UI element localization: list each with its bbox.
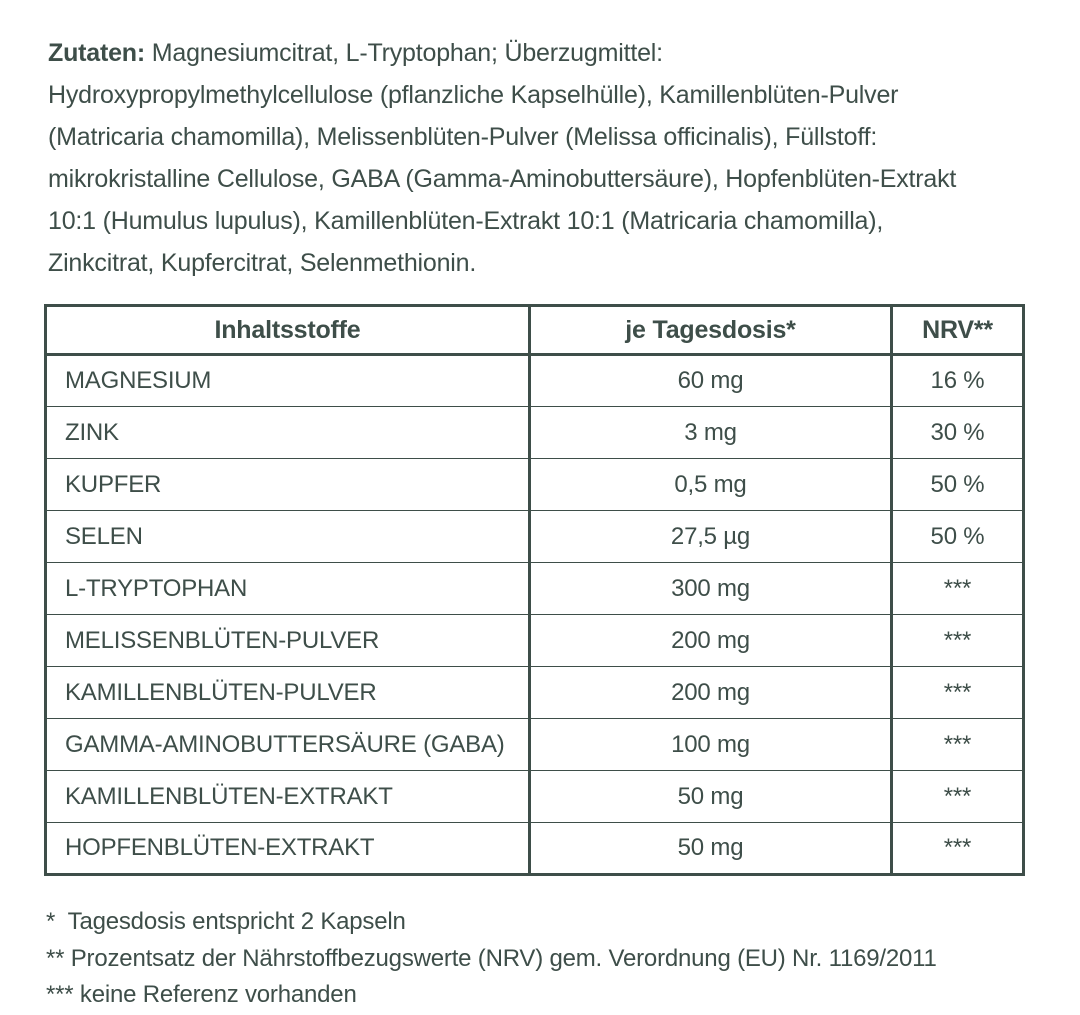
table-cell-nrv: 50 %: [892, 511, 1024, 563]
table-cell-name: SELEN: [46, 511, 530, 563]
table-cell-dose: 50 mg: [530, 823, 892, 875]
table-cell-name: KAMILLENBLÜTEN-EXTRAKT: [46, 771, 530, 823]
ingredients-paragraph: [48, 32, 988, 284]
table-cell-nrv: 50 %: [892, 459, 1024, 511]
table-row: [46, 563, 1024, 615]
table-cell-name: KUPFER: [46, 459, 530, 511]
table-cell-nrv: ***: [892, 667, 1024, 719]
table-cell-nrv: ***: [892, 771, 1024, 823]
table-cell-name: L-TRYPTOPHAN: [46, 563, 530, 615]
table-row: [46, 667, 1024, 719]
table-body: [46, 355, 1024, 875]
table-cell-dose: 3 mg: [530, 407, 892, 459]
ingredients-text: Magnesiumcitrat, L-Tryptophan; Überzugmittel: Hydroxypropylmethylcellulose (pflanzliche Kapselhülle), Kamillenblüten-Pulver (Matricaria chamomilla), Melissenblüten-Pulver (Melissa officinalis), Füllstoff: mikrokristalline Cellulose, GABA (Gamma-Aminobuttersäure), Hopfenblüten-Extrakt 10:1 (Humulus lupulus), Kamillenblüten-Extrakt 10:1 (Matricaria chamomilla), Zinkcitrat, Kupfercitrat, Selenmethionin.: [48, 39, 957, 277]
table-row: [46, 459, 1024, 511]
table-cell-dose: 300 mg: [530, 563, 892, 615]
table-row: [46, 355, 1024, 407]
table-cell-nrv: 30 %: [892, 407, 1024, 459]
table-cell-dose: 50 mg: [530, 771, 892, 823]
table-row: [46, 615, 1024, 667]
footnote: ** Prozentsatz der Nährstoffbezugswerte (NRV) gem. Verordnung (EU) Nr. 1169/2011: [46, 944, 937, 972]
table-cell-name: GAMMA-AMINOBUTTERSÄURE (GABA): [46, 719, 530, 771]
table-cell-dose: 27,5 µg: [530, 511, 892, 563]
table-cell-nrv: ***: [892, 563, 1024, 615]
table-cell-nrv: 16 %: [892, 355, 1024, 407]
footnote: * Tagesdosis entspricht 2 Kapseln: [46, 908, 406, 935]
table-cell-dose: 100 mg: [530, 719, 892, 771]
footnote: *** keine Referenz vorhanden: [46, 981, 357, 1008]
table-cell-dose: 200 mg: [530, 667, 892, 719]
header-inhaltsstoffe: Inhaltsstoffe: [46, 306, 530, 355]
table-row: [46, 823, 1024, 875]
header-tagesdosis: je Tagesdosis*: [530, 306, 892, 355]
table-cell-dose: 60 mg: [530, 355, 892, 407]
table-row: [46, 771, 1024, 823]
table-cell-nrv: ***: [892, 615, 1024, 667]
table-cell-nrv: ***: [892, 719, 1024, 771]
nutrition-table: [44, 304, 1025, 876]
footnotes: [46, 904, 1032, 1014]
table-cell-name: MAGNESIUM: [46, 355, 530, 407]
table-cell-name: HOPFENBLÜTEN-EXTRAKT: [46, 823, 530, 875]
table-cell-dose: 200 mg: [530, 615, 892, 667]
table-header-row: [46, 306, 1024, 355]
table-cell-dose: 0,5 mg: [530, 459, 892, 511]
table-cell-nrv: ***: [892, 823, 1024, 875]
table-row: [46, 719, 1024, 771]
table-cell-name: KAMILLENBLÜTEN-PULVER: [46, 667, 530, 719]
table-cell-name: MELISSENBLÜTEN-PULVER: [46, 615, 530, 667]
header-nrv: NRV**: [892, 306, 1024, 355]
table-cell-name: ZINK: [46, 407, 530, 459]
ingredients-label: Zutaten:: [48, 39, 145, 67]
table-row: [46, 407, 1024, 459]
table-row: [46, 511, 1024, 563]
